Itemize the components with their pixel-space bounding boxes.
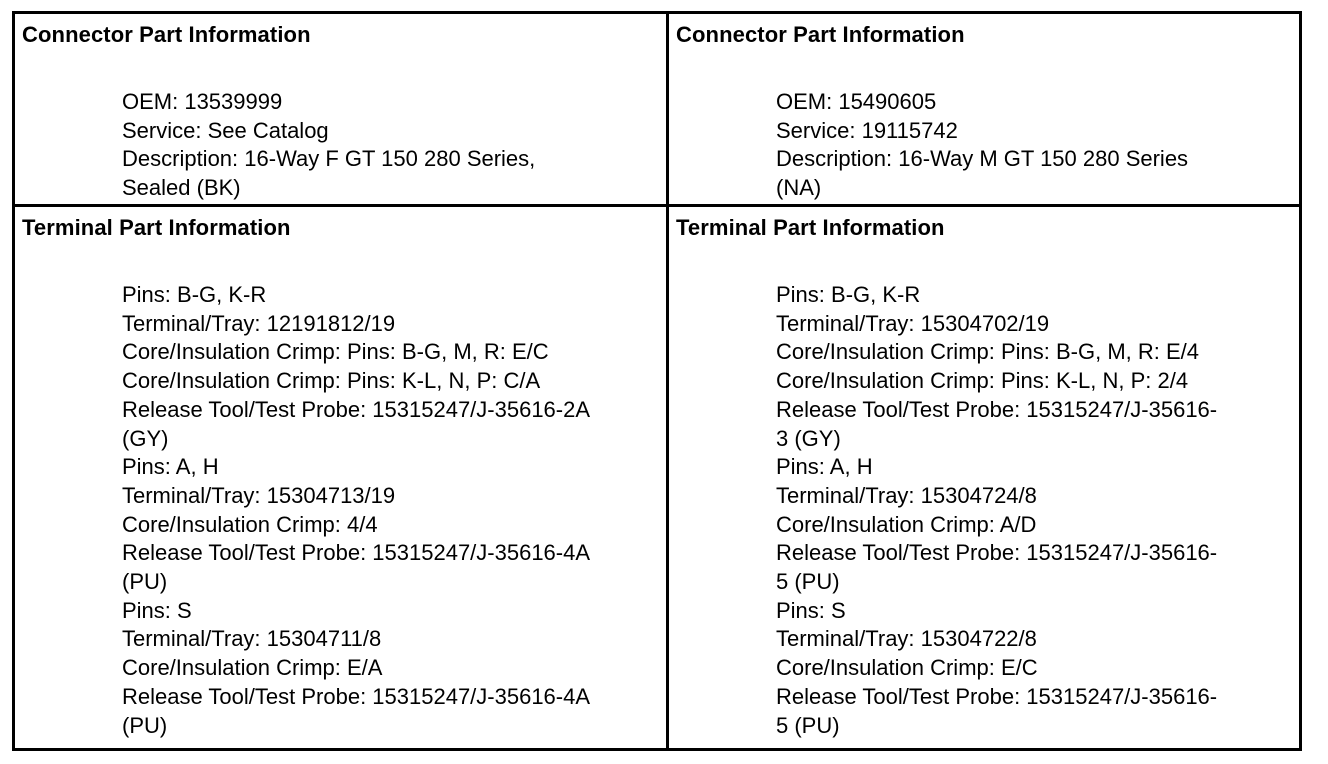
pins-line: Pins: A, H <box>776 454 873 480</box>
terminal-info-cell-right <box>669 207 1299 748</box>
release-tool-line-continued: 5 (PU) <box>776 569 840 595</box>
crimp-line: Core/Insulation Crimp: A/D <box>776 511 1037 537</box>
crimp-line: Core/Insulation Crimp: E/A <box>122 655 383 681</box>
terminal-tray-line: Terminal/Tray: 15304713/19 <box>122 482 396 508</box>
oem-line: OEM: 15490605 <box>776 89 937 114</box>
terminal-heading-right: Terminal Part Information <box>676 215 945 240</box>
terminal-details-left <box>122 281 666 740</box>
release-tool-line: Release Tool/Test Probe: 15315247/J-35616-2A <box>122 396 591 422</box>
description-line-continued: Sealed (BK) <box>122 175 241 201</box>
connector-info-cell-left <box>15 14 669 207</box>
pins-line: Pins: B-G, K-R <box>122 282 267 307</box>
release-tool-line: Release Tool/Test Probe: 15315247/J-35616- <box>776 540 1218 566</box>
oem-line: OEM: 13539999 <box>122 89 283 114</box>
terminal-tray-line: Terminal/Tray: 15304711/8 <box>122 626 382 652</box>
release-tool-line-continued: (GY) <box>122 425 169 451</box>
release-tool-line-continued: (PU) <box>122 569 168 595</box>
pins-line: Pins: A, H <box>122 454 219 480</box>
release-tool-line: Release Tool/Test Probe: 15315247/J-35616- <box>776 683 1218 709</box>
terminal-tray-line: Terminal/Tray: 15304702/19 <box>776 310 1050 336</box>
terminal-heading-left: Terminal Part Information <box>22 215 291 240</box>
release-tool-line-continued: (PU) <box>122 712 168 738</box>
service-line: Service: 19115742 <box>776 117 958 143</box>
release-tool-line: Release Tool/Test Probe: 15315247/J-35616- <box>776 396 1218 422</box>
crimp-line: Core/Insulation Crimp: Pins: K-L, N, P: C/A <box>122 368 541 394</box>
description-line: Description: 16-Way F GT 150 280 Series, <box>122 146 536 172</box>
release-tool-line: Release Tool/Test Probe: 15315247/J-35616-4A <box>122 683 591 709</box>
crimp-line: Core/Insulation Crimp: Pins: K-L, N, P: 2/4 <box>776 368 1189 394</box>
release-tool-line-continued: 3 (GY) <box>776 425 841 451</box>
connector-heading-right: Connector Part Information <box>676 22 965 47</box>
crimp-line: Core/Insulation Crimp: 4/4 <box>122 511 378 537</box>
description-line-continued: (NA) <box>776 175 822 201</box>
release-tool-line-continued: 5 (PU) <box>776 712 840 738</box>
pins-line: Pins: S <box>122 597 192 623</box>
connector-heading-left: Connector Part Information <box>22 22 311 47</box>
crimp-line: Core/Insulation Crimp: E/C <box>776 655 1038 681</box>
pins-line: Pins: B-G, K-R <box>776 282 921 307</box>
crimp-line: Core/Insulation Crimp: Pins: B-G, M, R: E/C <box>122 339 549 365</box>
terminal-tray-line: Terminal/Tray: 15304724/8 <box>776 482 1037 508</box>
release-tool-line: Release Tool/Test Probe: 15315247/J-35616-4A <box>122 540 591 566</box>
crimp-line: Core/Insulation Crimp: Pins: B-G, M, R: E/4 <box>776 339 1200 365</box>
connector-details-right <box>776 88 1299 203</box>
terminal-tray-line: Terminal/Tray: 12191812/19 <box>122 310 396 336</box>
service-line: Service: See Catalog <box>122 117 329 143</box>
pins-line: Pins: S <box>776 597 846 623</box>
connector-info-table <box>12 11 1302 751</box>
connector-details-left <box>122 88 666 203</box>
terminal-details-right <box>776 281 1299 740</box>
terminal-tray-line: Terminal/Tray: 15304722/8 <box>776 626 1037 652</box>
terminal-info-cell-left <box>15 207 669 748</box>
description-line: Description: 16-Way M GT 150 280 Series <box>776 146 1189 172</box>
connector-info-cell-right <box>669 14 1299 207</box>
